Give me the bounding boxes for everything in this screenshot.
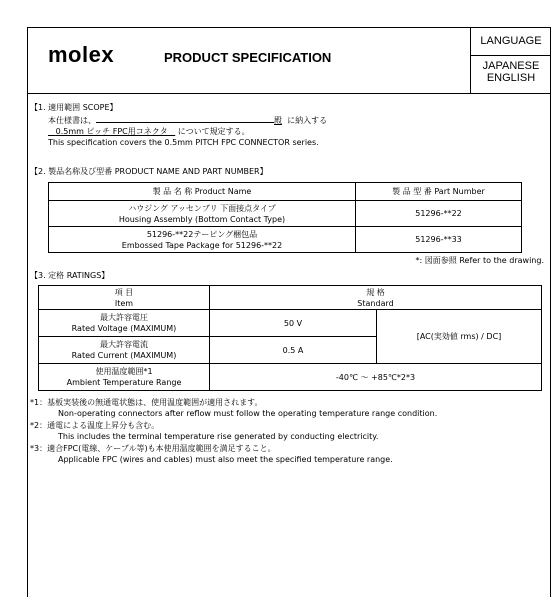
product-name-cell <box>49 227 356 253</box>
language-box <box>470 28 551 93</box>
item-header <box>39 286 210 310</box>
rating-item-cell <box>39 337 210 364</box>
language-japanese: JAPANESE <box>482 60 540 72</box>
scope-line1-dono: 殿 <box>274 116 282 125</box>
table-row <box>49 201 522 227</box>
document-header <box>28 28 550 94</box>
item-header-jp: 項 目 <box>114 287 134 297</box>
standard-header <box>210 286 542 310</box>
scope-line-2 <box>48 126 250 137</box>
product-name-en: Housing Assembly (Bottom Contact Type) <box>118 214 286 224</box>
part-number-header: 製 品 型 番 Part Number <box>356 183 522 201</box>
scope-line-1 <box>48 114 327 126</box>
ratings-table-header <box>39 286 542 310</box>
rating-item-jp: 最大許容電流 <box>100 340 148 349</box>
ratings-table <box>38 285 542 391</box>
product-table <box>48 182 522 253</box>
note-3-en: Applicable FPC (wires and cables) must also meet the specified temperature range. <box>58 455 393 464</box>
table-row <box>39 364 542 391</box>
molex-logo: molex <box>48 42 115 67</box>
table-row <box>49 227 522 253</box>
scope-heading: 【1. 適用範囲 SCOPE】 <box>30 103 118 112</box>
scope-line1-prefix: 本仕様書は、 <box>48 116 96 125</box>
product-name-jp: ハウジング アッセンブリ 下面接点タイプ <box>128 203 276 213</box>
product-heading: 【2. 製品名称及び型番 PRODUCT NAME AND PART NUMBER】 <box>30 167 268 176</box>
product-table-header <box>49 183 522 201</box>
temperature-range-cell: -40℃ ～ +85℃*2*3 <box>210 364 542 391</box>
note-1-jp: *1：基板実装後の無通電状態は、使用温度範囲が適用されます。 <box>30 398 263 407</box>
scope-line2-suffix: について規定する。 <box>177 127 250 136</box>
product-name-en: Embossed Tape Package for 51296-**22 <box>121 240 283 250</box>
rating-value-cell: 50 V <box>210 310 377 337</box>
note-1-en: Non-operating connectors after reflow must follow the operating temperature range condition. <box>58 409 438 418</box>
product-name-jp: 51296-**22テーピング梱包品 <box>146 229 258 239</box>
standard-header-en: Standard <box>357 298 394 308</box>
product-drawing-note: *: 図面参照 Refer to the drawing. <box>415 256 544 265</box>
rating-item-en: Rated Current (MAXIMUM) <box>71 351 177 360</box>
rating-item-jp: 使用温度範囲*1 <box>95 367 153 376</box>
table-row <box>39 310 542 337</box>
part-number-cell: 51296-**22 <box>356 201 522 227</box>
item-header-en: Item <box>114 298 134 308</box>
note-2-jp: *2：通電による温度上昇分も含む。 <box>30 421 160 430</box>
note-2-en: This includes the terminal temperature rise generated by conducting electricity. <box>58 432 379 441</box>
product-name-header: 製 品 名 称 Product Name <box>49 183 356 201</box>
standard-header-jp: 規 格 <box>366 287 385 297</box>
product-name-cell <box>49 201 356 227</box>
scope-product-underlined <box>48 127 175 136</box>
scope-line1-suffix: に納入する <box>287 116 328 125</box>
customer-blank <box>96 114 274 123</box>
document-title: PRODUCT SPECIFICATION <box>164 50 332 65</box>
scope-line-3: This specification covers the 0.5mm PITCH FPC CONNECTOR series. <box>48 138 319 147</box>
ratings-heading: 【3. 定格 RATINGS】 <box>30 271 110 280</box>
rating-item-cell <box>39 310 210 337</box>
rating-item-en: Ambient Temperature Range <box>66 378 182 387</box>
rating-value-cell: 0.5 A <box>210 337 377 364</box>
rating-item-jp: 最大許容電圧 <box>100 313 148 322</box>
scope-product-text: 0.5mm ピッチ FPC用コネクタ <box>55 127 168 136</box>
language-label: LANGUAGE <box>471 28 551 56</box>
language-values <box>471 56 551 84</box>
ac-dc-cell: [AC(実効値 rms) / DC] <box>377 310 542 364</box>
spec-sheet <box>27 27 551 597</box>
part-number-cell: 51296-**33 <box>356 227 522 253</box>
rating-item-cell <box>39 364 210 391</box>
note-3-jp: *3：適合FPC(電線、ケーブル等)も本使用温度範囲を満足すること。 <box>30 444 276 453</box>
rating-item-en: Rated Voltage (MAXIMUM) <box>71 324 177 333</box>
language-english: ENGLISH <box>486 72 536 84</box>
